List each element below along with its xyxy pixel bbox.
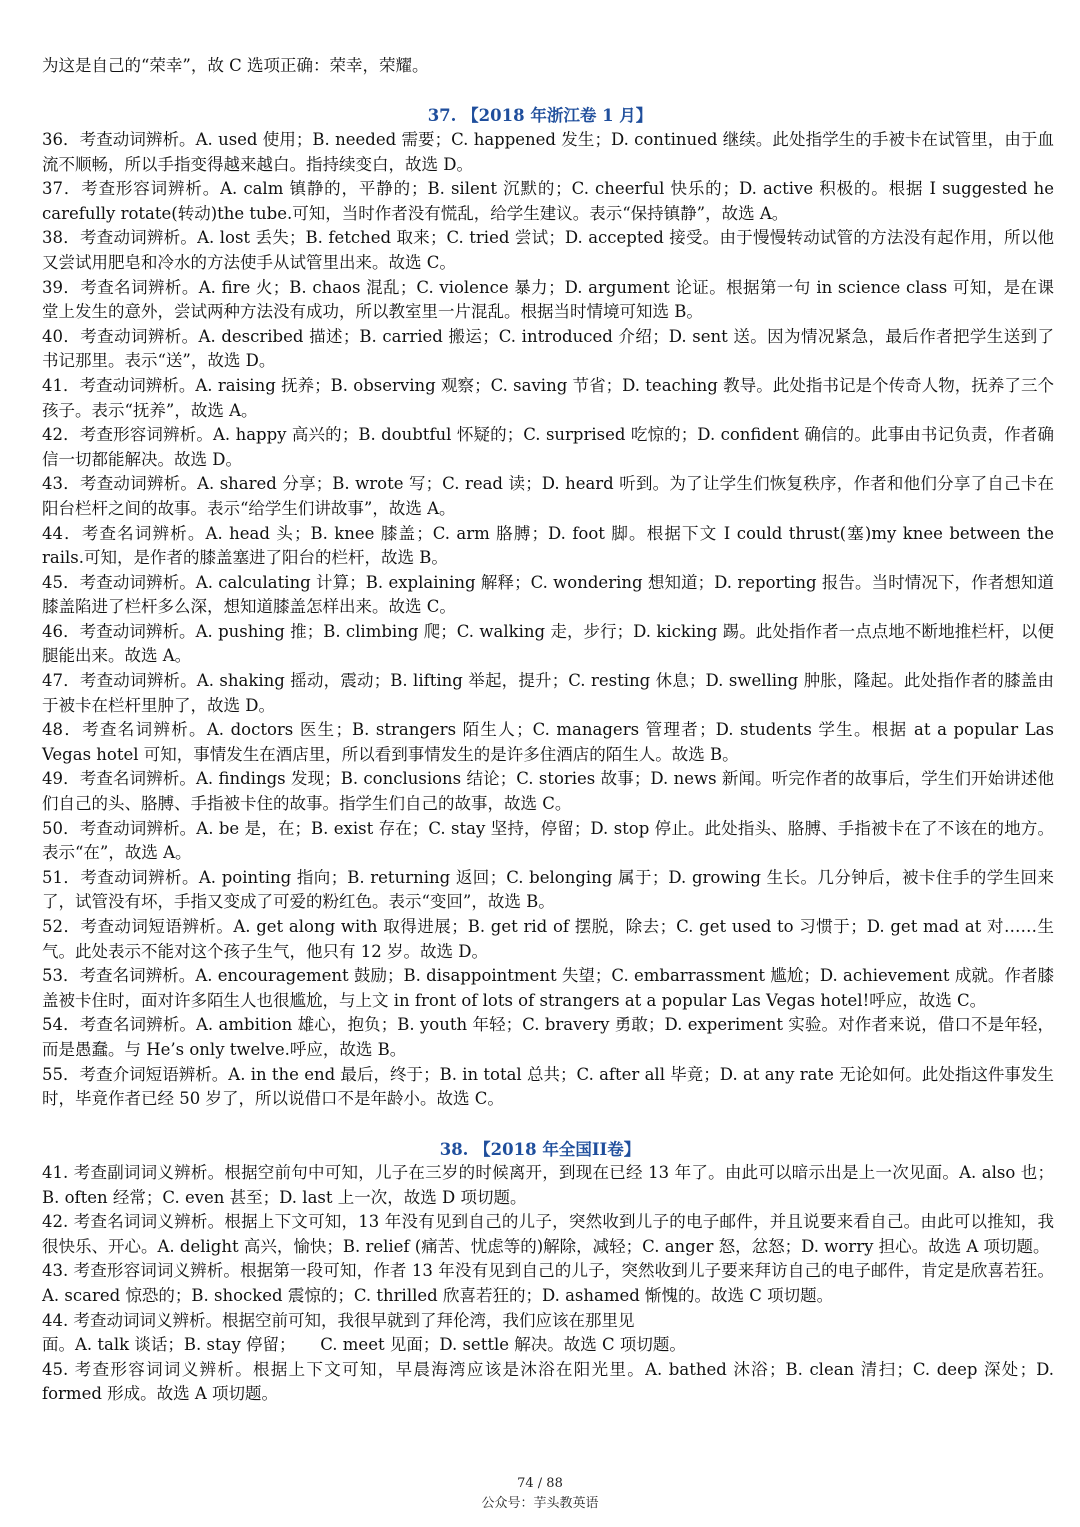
- answer-item: 52．考查动词短语辨析。A. get along with 取得进展；B. get rid of 摆脱，除去；C. get used to 习惯于；D. get mad at 对……生气。此处表示不能对这个孩子生气，他只有 12 岁。故选 D。: [42, 917, 1054, 961]
- answer-item: 54．考查名词辨析。A. ambition 雄心，抱负；B. youth 年轻；C. bravery 勇敢；D. experiment 实验。对作者来说，借口不是年轻，而是愚蠢。与 He’s only twelve.呼应，故选 B。: [42, 1015, 1054, 1059]
- answer-item: 43. 考查形容词词义辨析。根据第一段可知，作者 13 年没有见到自己的儿子，突然收到儿子要来拜访自己的电子邮件，肯定是欣喜若狂。A. scared 惊恐的；B. shocked 震惊的；C. thrilled 欣喜若狂的；D. ashamed 惭愧的。故选 C 项切题。: [42, 1261, 1054, 1305]
- answer-item: 37．考查形容词辨析。A. calm 镇静的，平静的；B. silent 沉默的；C. cheerful 快乐的；D. active 积极的。根据 I suggested he carefully rotate(转动)the tube.可知，当时作者没有慌乱，给学生建议。表示“保持镇静”，故选 A。: [42, 179, 1054, 223]
- answer-item: 47．考查动词辨析。A. shaking 摇动，震动；B. lifting 举起，提升；C. resting 休息；D. swelling 肿胀，隆起。此处指作者的膝盖由于被卡在栏杆里肿了，故选 D。: [42, 671, 1054, 715]
- answer-item: 53．考查名词辨析。A. encouragement 鼓励；B. disappointment 失望；C. embarrassment 尴尬；D. achievement 成就。作者膝盖被卡住时，面对许多陌生人也很尴尬，与上文 in front of lots of strangers at a popular Las Vegas hotel!呼应，故选 C。: [42, 966, 1054, 1010]
- answer-item: 39．考查名词辨析。A. fire 火；B. chaos 混乱；C. violence 暴力；D. argument 论证。根据第一句 in science class 可知，是在课堂上发生的意外，尝试两种方法没有成功，所以教室里一片混乱。根据当时情境可知选 B。: [42, 277, 1054, 322]
- wechat-account: 公众号：芋头教英语: [481, 1496, 599, 1511]
- answer-item: 42．考查形容词辨析。A. happy 高兴的；B. doubtful 怀疑的；C. surprised 吃惊的；D. confident 确信的。此事由书记负责，作者确信一切都能解决。故选 D。: [42, 425, 1054, 469]
- section-37-answers: [42, 128, 1054, 1112]
- page-number: 74 / 88: [517, 1476, 563, 1491]
- answer-item: 50．考查动词辨析。A. be 是，在；B. exist 存在；C. stay 坚持，停留；D. stop 停止。此处指头、胳膊、手指被卡在了不该在的地方。表示“在”，故选 A。: [42, 818, 1054, 863]
- answer-item: 51．考查动词辨析。A. pointing 指向；B. returning 返回；C. belonging 属于；D. growing 生长。几分钟后，被卡住手的学生回来了，试管没有坏，手指又变成了可爱的粉红色。表示“变回”，故选 B。: [42, 867, 1054, 912]
- answer-item: 43．考查动词辨析。A. shared 分享；B. wrote 写；C. read 读；D. heard 听到。为了让学生们恢复秩序，作者和他们分享了自己卡在阳台栏杆之间的故事。表示“给学生们讲故事”，故选 A。: [42, 474, 1054, 518]
- section-heading-38: 38. 【2018 年全国II卷】: [439, 1140, 641, 1159]
- answer-item: 45．考查动词辨析。A. calculating 计算；B. explaining 解释；C. wondering 想知道；D. reporting 报告。当时情况下，作者想知道膝盖陷进了栏杆多么深，想知道膝盖怎样出来。故选 C。: [42, 572, 1054, 617]
- section-heading-37: 37. 【2018 年浙江卷 1 月】: [427, 106, 653, 125]
- answer-item: 49．考查名词辨析。A. findings 发现；B. conclusions 结论；C. stories 故事；D. news 新闻。听完作者的故事后，学生们开始讲述他们自己的头、胳膊、手指被卡住的故事。指学生们自己的故事，故选 C。: [42, 769, 1054, 814]
- answer-item: 44. 考查动词词义辨析。根据空前可知，我很早就到了拜伦湾，我们应该在那里见: [42, 1310, 635, 1330]
- answer-item: 48．考查名词辨析。A. doctors 医生；B. strangers 陌生人；C. managers 管理者；D. students 学生。根据 at a popular Las Vegas hotel 可知，事情发生在酒店里，所以看到事情发生的是许多住酒店的陌生人。故选 B。: [42, 720, 1054, 764]
- answer-item: 42. 考查名词词义辨析。根据上下文可知，13 年没有见到自己的儿子，突然收到儿子的电子邮件，并且说要来看自己。由此可以推知，我很快乐、开心。A. delight 高兴，愉快；B. relief (痛苦、忧虑等的)解除，减轻；C. anger 怒，忿怒；D. worry 担心。故选 A 项切题。: [42, 1212, 1054, 1256]
- answer-item: 面。A. talk 谈话；B. stay 停留； C. meet 见面；D. settle 解决。故选 C 项切题。: [42, 1335, 686, 1355]
- continued-paragraph: [42, 54, 1054, 79]
- answer-item: 46．考查动词辨析。A. pushing 推；B. climbing 爬；C. walking 走，步行；D. kicking 踢。此处指作者一点点地不断地推栏杆，以便腿能出来。故选 A。: [42, 621, 1054, 666]
- answer-item: 40．考查动词辨析。A. described 描述；B. carried 搬运；C. introduced 介绍；D. sent 送。因为情况紧急，最后作者把学生送到了书记那里。表示“送”，故选 D。: [42, 326, 1054, 371]
- answer-item: 41．考查动词辨析。A. raising 抚养；B. observing 观察；C. saving 节省；D. teaching 教导。此处指书记是个传奇人物，抚养了三个孩子。表示“抚养”，故选 A。: [42, 375, 1054, 420]
- answer-item: 38．考查动词辨析。A. lost 丢失；B. fetched 取来；C. tried 尝试；D. accepted 接受。由于慢慢转动试管的方法没有起作用，所以他又尝试用肥皂和冷水的方法使手从试管里出来。故选 C。: [42, 228, 1054, 272]
- answer-item: 45. 考查形容词词义辨析。根据上下文可知，早晨海湾应该是沐浴在阳光里。A. bathed 沐浴；B. clean 清扫；C. deep 深处；D. formed 形成。故选 A 项切题。: [42, 1359, 1054, 1404]
- answer-item: 44．考查名词辨析。A. head 头；B. knee 膝盖；C. arm 胳膊；D. foot 脚。根据下文 I could thrust(塞)my knee between the rails.可知，是作者的膝盖塞进了阳台的栏杆，故选 B。: [42, 523, 1054, 568]
- answer-item: 36．考查动词辨析。A. used 使用；B. needed 需要；C. happened 发生；D. continued 继续。此处指学生的手被卡在试管里，由于血流不顺畅，所以手指变得越来越白。指持续变白，故选 D。: [42, 130, 1054, 174]
- paragraph: 为这是自己的“荣幸”，故 C 选项正确：荣幸，荣耀。: [42, 56, 429, 75]
- answer-item: 55．考查介词短语辨析。A. in the end 最后，终于；B. in total 总共；C. after all 毕竟；D. at any rate 无论如何。此处指这件事发生时，毕竟作者已经 50 岁了，所以说借口不是年龄小。故选 C。: [42, 1064, 1054, 1109]
- section-38-answers: [42, 1161, 1054, 1407]
- answer-item: 41. 考查副词词义辨析。根据空前句中可知，儿子在三岁的时候离开，到现在已经 13 年了。由此可以暗示出是上一次见面。A. also 也；B. often 经常；C. even 甚至；D. last 上一次，故选 D 项切题。: [42, 1163, 1054, 1207]
